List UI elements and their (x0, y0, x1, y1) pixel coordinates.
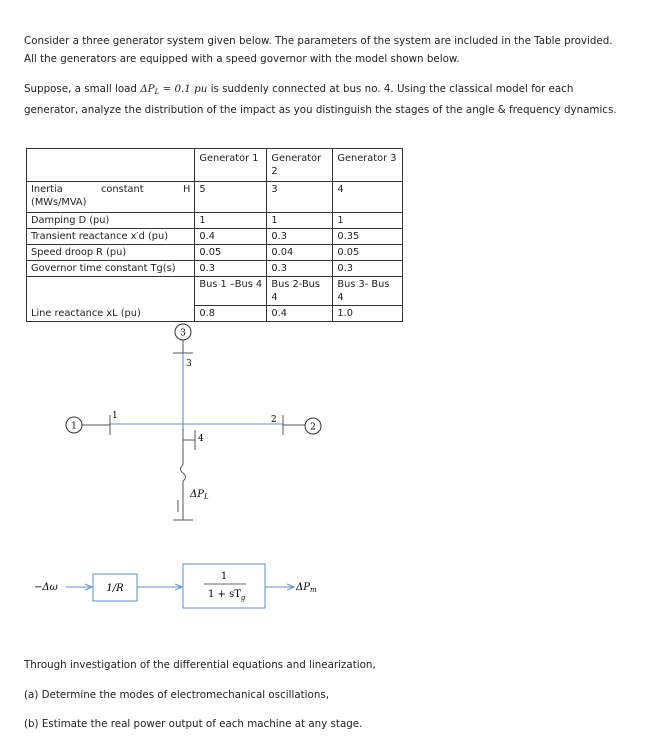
table-cell: 0.4 (267, 306, 333, 322)
line-reactance-label: Line reactance xL (pu) (27, 306, 195, 322)
load-value: = 0.1 pu (159, 83, 208, 95)
gen-2-label: 2 (310, 422, 316, 433)
bus-2-label: 2 (271, 415, 277, 425)
tf-denominator-sub: g (240, 594, 246, 602)
table-cell: 4 (333, 182, 403, 213)
inertia-label-d: (MWs/MVA) (31, 197, 87, 208)
tf-numerator: 1 (220, 571, 228, 582)
table-cell: 0.3 (195, 261, 267, 277)
table-cell: 0.8 (195, 306, 267, 322)
table-cell: 1 (195, 213, 267, 229)
bus-1-label: 1 (112, 411, 118, 421)
governor-output-main: ΔP (296, 582, 310, 593)
table-cell: 0.4 (195, 229, 267, 245)
line-header: Bus 1 –Bus 4 (195, 277, 267, 306)
intro-paragraph-1: Consider a three generator system given below. The parameters of the system are included in the Table provided. All the generators are equipped with a speed governor with the model shown below. (24, 35, 613, 65)
load-symbol: ΔP (140, 83, 155, 95)
governor-input: −Δω (34, 582, 58, 593)
table-header-gen3: Generator 3 (333, 149, 403, 182)
table-row-label: Damping D (pu) (27, 213, 195, 229)
table-cell: 0.05 (333, 245, 403, 261)
table-cell: 3 (267, 182, 333, 213)
gen-3-label: 3 (180, 328, 186, 339)
inertia-label-a: Inertia (31, 184, 63, 195)
table-cell: 0.3 (333, 261, 403, 277)
question-a: (a) Determine the modes of electromechanical oscillations, (24, 689, 330, 701)
intro-paragraph-2b: is suddenly connected at bus no. 4. Using the classical model for each generator, analyze the distribution of the impact as you distinguish the stages of the angle & frequency dynamics. (24, 83, 617, 116)
table-cell: 1 (333, 213, 403, 229)
table-cell: 0.3 (267, 229, 333, 245)
load-label-sub: L (203, 493, 209, 501)
table-row-label: Governor time constant Tg(s) (27, 261, 195, 277)
table-cell: 0.04 (267, 245, 333, 261)
question-intro: Through investigation of the differential equations and linearization, (24, 659, 376, 671)
table-cell: 0.35 (333, 229, 403, 245)
inertia-label-c: H (183, 184, 191, 195)
line-header: Bus 3- Bus 4 (333, 277, 403, 306)
one-line-diagram (66, 324, 321, 520)
table-cell: 1 (267, 213, 333, 229)
gen-1-label: 1 (71, 421, 77, 432)
bus-3-label: 3 (186, 359, 192, 369)
line-header: Bus 2-Bus 4 (267, 277, 333, 306)
droop-block-label: 1/R (106, 583, 124, 594)
table-cell: 5 (195, 182, 267, 213)
load-symbol-sub: L (154, 88, 160, 96)
table-row-label: Speed droop R (pu) (27, 245, 195, 261)
table-cell: 0.05 (195, 245, 267, 261)
governor-block-diagram (34, 564, 317, 608)
table-header-gen2: Generator 2 (267, 149, 333, 182)
governor-output-sub: m (309, 586, 317, 594)
table-cell: 0.3 (267, 261, 333, 277)
table-row-label: Transient reactance x′d (pu) (27, 229, 195, 245)
load-coil-icon (181, 465, 186, 481)
bus-4-label: 4 (198, 434, 204, 444)
question-b: (b) Estimate the real power output of each machine at any stage. (24, 718, 363, 730)
load-label-main: ΔP (190, 489, 204, 500)
tf-denominator-main: 1 + sT (208, 589, 241, 600)
governor-output (295, 582, 317, 594)
table-cell: 1.0 (333, 306, 403, 322)
inertia-label-b: constant (101, 184, 144, 195)
load-label (189, 489, 209, 501)
table-header-gen1: Generator 1 (195, 149, 267, 182)
intro-paragraph-2a: Suppose, a small load (24, 83, 141, 95)
